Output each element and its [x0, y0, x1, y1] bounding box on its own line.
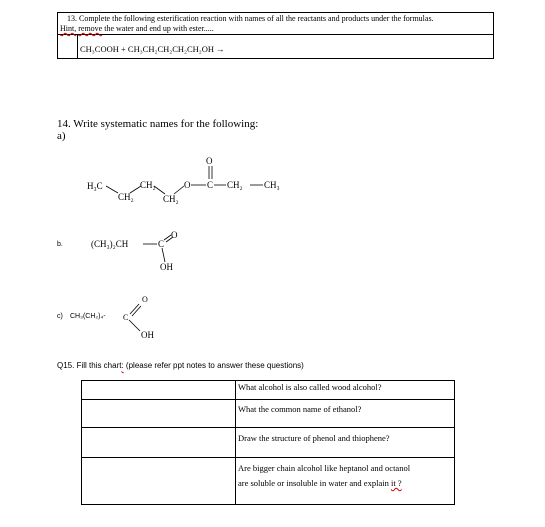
bond-c-double1: [130, 304, 139, 314]
q15-title-rest: (please refer ppt notes to answer these questions): [123, 361, 304, 370]
q15-row-divider-2: [81, 427, 455, 428]
q15-title-colon: :: [121, 361, 124, 370]
q15-row-2-question: What the common name of ethanol?: [238, 404, 362, 414]
struct-b-o-double: O: [171, 230, 178, 240]
q14-b-label: b.: [57, 241, 63, 248]
struct-a-ch2-bottom1: CH₂: [118, 192, 134, 202]
q14-c-group: CH₃(CH₂)₄-: [70, 313, 106, 320]
q15-row-4-question-line2: [238, 477, 402, 490]
struct-b-c: C: [158, 239, 165, 249]
bond-a1: [106, 186, 118, 193]
q13-hint-word: Hint,: [60, 24, 77, 33]
struct-a-o-double: O: [206, 156, 213, 166]
struct-a-o-ester: O: [184, 180, 191, 190]
q15-title: [57, 361, 304, 370]
q15-title-start: Q15. Fill this chart: [57, 361, 122, 370]
bond-c-double2: [132, 306, 141, 316]
q14-c-label: c): [57, 313, 63, 320]
q14-a-label: a): [57, 130, 66, 142]
q13-line1: 13. Complete the following esterification reaction with names of all the reactants and products under the formulas.: [67, 14, 434, 23]
q13-hint-remove: remove: [78, 24, 103, 33]
q15-row-1-question: What alcohol is also called wood alcohol?: [238, 382, 382, 392]
struct-c-oh: OH: [141, 330, 154, 340]
struct-a-ch2-right: CH₂: [227, 180, 243, 190]
q13-formula: CH₃COOH + CH₃CH₂CH₂CH₂CH₂OH →: [80, 44, 225, 54]
struct-c-o-double: O: [142, 295, 148, 304]
struct-c-c: C: [123, 313, 129, 322]
q13-hint-rest: the water and end up with ester.....: [104, 24, 214, 33]
q15-row-3-question: Draw the structure of phenol and thiophene?: [238, 433, 390, 443]
q15-row-divider-1: [81, 399, 455, 400]
q15-row-4-question-line1: Are bigger chain alcohol like heptanol and octanol: [238, 463, 411, 473]
bond-b2: [162, 248, 165, 262]
q14-title: 14. Write systematic names for the following:: [57, 118, 259, 130]
struct-a-h3c: H₃C: [87, 181, 103, 191]
q15-row-4-line2-start: are soluble or insoluble in water and explain: [238, 478, 391, 488]
struct-a-ch2-top: CH₂: [140, 180, 156, 190]
bond-c1: [129, 320, 140, 331]
struct-a-c: C: [207, 180, 214, 190]
struct-a-ch2-bottom2: CH₂: [163, 194, 179, 204]
struct-b-group: (CH₃)₂CH: [91, 239, 129, 249]
q15-row-divider-3: [81, 457, 455, 458]
struct-a-ch3: CH₃: [264, 180, 280, 190]
bond-a4: [174, 186, 184, 194]
bond-a3: [154, 186, 165, 194]
struct-b-oh: OH: [160, 262, 173, 272]
q15-row-4-line2-it: it ?: [390, 478, 402, 488]
